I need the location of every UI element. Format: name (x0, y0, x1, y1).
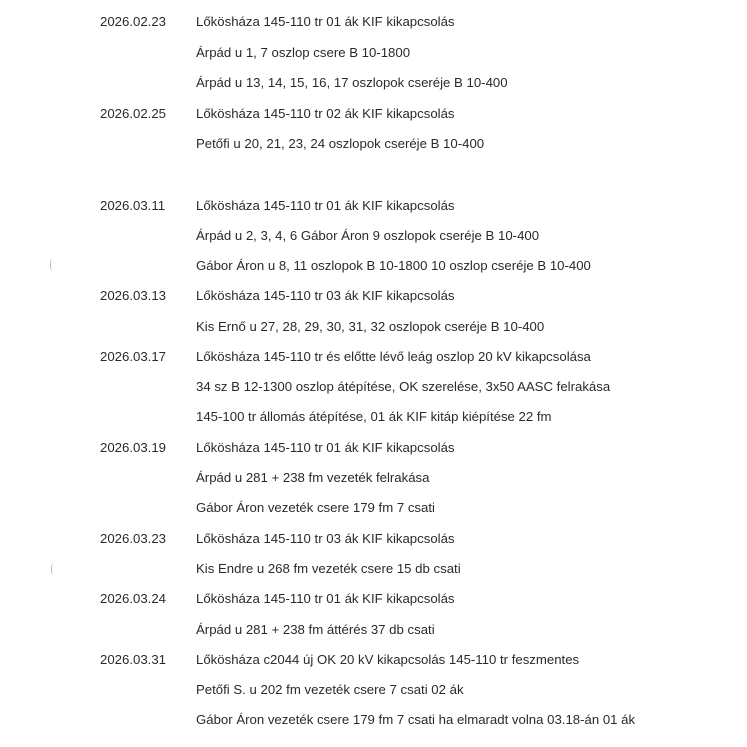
entry-line: Árpád u 2, 3, 4, 6 Gábor Áron 9 oszlopok cseréje B 10-400 (196, 228, 540, 243)
schedule-row (0, 286, 747, 306)
entry-line: Gábor Áron u 8, 11 oszlopok B 10-1800 10 oszlop cseréje B 10-400 (196, 258, 591, 273)
scan-mark (50, 259, 54, 271)
schedule-row (0, 620, 747, 640)
schedule-row (0, 559, 747, 579)
schedule-row (0, 589, 747, 609)
entry-line: Lőkösháza 145-110 tr 01 ák KIF kikapcsolás (196, 440, 455, 455)
entry-date: 2026.02.23 (100, 14, 167, 29)
entry-date: 2026.02.25 (100, 106, 167, 121)
entry-line: Árpád u 281 + 238 fm áttérés 37 db csati (196, 622, 435, 637)
scan-mark (51, 563, 55, 575)
entry-line: 145-100 tr állomás átépítése, 01 ák KIF kitáp kiépítése 22 fm (196, 409, 552, 424)
entry-line: Árpád u 13, 14, 15, 16, 17 oszlopok cseréje B 10-400 (196, 75, 508, 90)
schedule-row (0, 377, 747, 397)
entry-line: Petőfi u 20, 21, 23, 24 oszlopok cseréje B 10-400 (196, 136, 485, 151)
entry-line: Árpád u 1, 7 oszlop csere B 10-1800 (196, 45, 411, 60)
entry-date: 2026.03.13 (100, 288, 167, 303)
entry-line: Lőkösháza 145-110 tr 03 ák KIF kikapcsolás (196, 288, 455, 303)
entry-line: Lőkösháza 145-110 tr 01 ák KIF kikapcsolás (196, 14, 455, 29)
entry-line: Árpád u 281 + 238 fm vezeték felrakása (196, 470, 430, 485)
entry-line: Gábor Áron vezeték csere 179 fm 7 csati (196, 500, 435, 515)
entry-line: Gábor Áron vezeték csere 179 fm 7 csati ha elmaradt volna 03.18-án 01 ák (196, 712, 636, 727)
entry-date: 2026.03.19 (100, 440, 167, 455)
entry-date: 2026.03.11 (100, 198, 166, 213)
schedule-row (0, 73, 747, 93)
schedule-row (0, 226, 747, 246)
schedule-row (0, 256, 747, 276)
entry-date: 2026.03.23 (100, 531, 167, 546)
schedule-row (0, 407, 747, 427)
schedule-row (0, 650, 747, 670)
entry-line: Petőfi S. u 202 fm vezeték csere 7 csati 02 ák (196, 682, 464, 697)
entry-date: 2026.03.17 (100, 349, 167, 364)
schedule-row (0, 43, 747, 63)
entry-date: 2026.03.24 (100, 591, 167, 606)
schedule-row (0, 317, 747, 337)
schedule-row (0, 196, 747, 216)
schedule-row (0, 680, 747, 700)
entry-line: Lőkösháza c2044 új OK 20 kV kikapcsolás 145-110 tr feszmentes (196, 652, 580, 667)
entry-line: Lőkösháza 145-110 tr 02 ák KIF kikapcsolás (196, 106, 455, 121)
entry-line: 34 sz B 12-1300 oszlop átépítése, OK szerelése, 3x50 AASC felrakása (196, 379, 611, 394)
schedule-row (0, 12, 747, 32)
entry-line: Lőkösháza 145-110 tr 03 ák KIF kikapcsolás (196, 531, 455, 546)
entry-line: Lőkösháza 145-110 tr és előtte lévő leág oszlop 20 kV kikapcsolása (196, 349, 591, 364)
entry-date: 2026.03.31 (100, 652, 167, 667)
entry-line: Kis Endre u 268 fm vezeték csere 15 db csati (196, 561, 461, 576)
schedule-row (0, 710, 747, 730)
entry-line: Lőkösháza 145-110 tr 01 ák KIF kikapcsolás (196, 591, 455, 606)
schedule-row (0, 347, 747, 367)
schedule-row (0, 529, 747, 549)
schedule-row (0, 468, 747, 488)
entry-line: Kis Ernő u 27, 28, 29, 30, 31, 32 oszlopok cseréje B 10-400 (196, 319, 545, 334)
entry-line: Lőkösháza 145-110 tr 01 ák KIF kikapcsolás (196, 198, 455, 213)
schedule-row (0, 104, 747, 124)
schedule-row (0, 498, 747, 518)
schedule-row (0, 134, 747, 154)
schedule-row (0, 438, 747, 458)
